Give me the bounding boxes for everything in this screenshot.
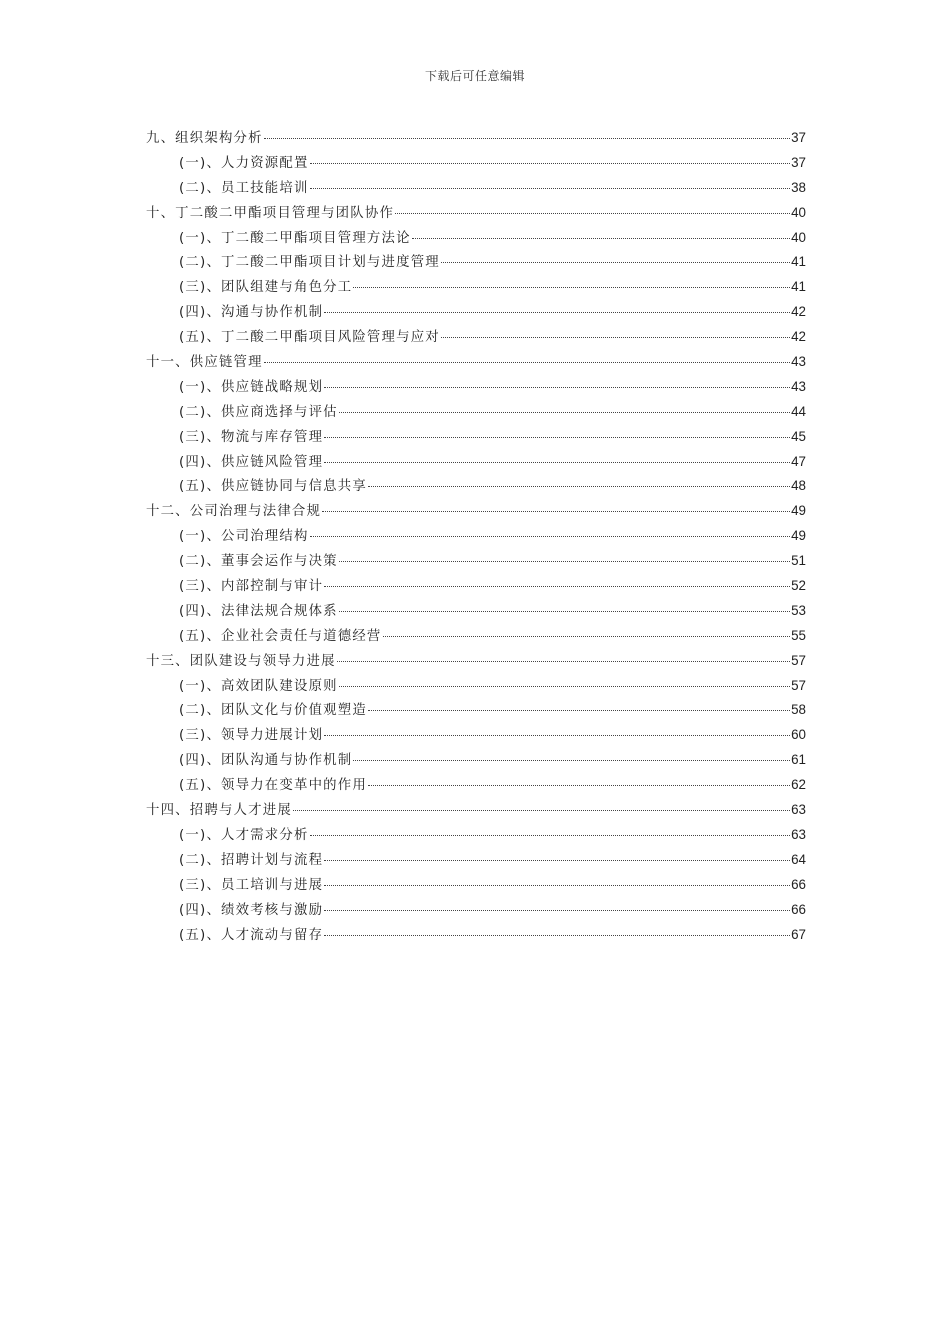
toc-page-number: 52 bbox=[791, 578, 806, 594]
toc-page-number: 62 bbox=[791, 777, 806, 793]
toc-page-number: 38 bbox=[791, 179, 806, 195]
toc-dot-leader bbox=[310, 834, 791, 836]
toc-dot-leader bbox=[324, 884, 790, 886]
toc-chapter-entry[interactable] bbox=[146, 501, 806, 526]
toc-dot-leader bbox=[383, 635, 791, 637]
toc-dot-leader bbox=[324, 386, 790, 388]
toc-page-number: 67 bbox=[791, 926, 806, 942]
toc-section-entry[interactable] bbox=[146, 900, 806, 925]
toc-page-number: 43 bbox=[791, 354, 806, 370]
toc-entry-title: 十四、招聘与人才进展 bbox=[146, 803, 292, 819]
toc-dot-leader bbox=[324, 734, 790, 736]
toc-dot-leader bbox=[353, 286, 790, 288]
toc-page-number: 66 bbox=[791, 901, 806, 917]
toc-entry-title: 九、组织架构分析 bbox=[146, 131, 263, 146]
toc-entry-title: (一)、公司治理结构 bbox=[179, 529, 309, 545]
toc-dot-leader bbox=[264, 137, 790, 139]
toc-dot-leader bbox=[339, 685, 790, 687]
toc-section-entry[interactable] bbox=[146, 626, 806, 651]
toc-dot-leader bbox=[412, 237, 790, 239]
toc-entry-title: (一)、高效团队建设原则 bbox=[179, 678, 338, 694]
toc-page-number: 41 bbox=[791, 279, 806, 295]
toc-dot-leader bbox=[339, 411, 790, 413]
toc-entry-title: (二)、丁二酸二甲酯项目计划与进度管理 bbox=[179, 255, 440, 271]
toc-section-entry[interactable] bbox=[146, 750, 806, 775]
toc-page-number: 63 bbox=[791, 826, 806, 842]
toc-page-number: 57 bbox=[791, 677, 806, 693]
toc-entry-title: (四)、沟通与协作机制 bbox=[179, 305, 324, 321]
toc-entry-title: (一)、人力资源配置 bbox=[179, 155, 309, 171]
toc-dot-leader bbox=[324, 585, 790, 587]
toc-section-entry[interactable] bbox=[146, 551, 806, 576]
toc-section-entry[interactable] bbox=[146, 476, 806, 501]
toc-dot-leader bbox=[324, 859, 790, 861]
toc-section-entry[interactable] bbox=[146, 327, 806, 352]
toc-page-number: 49 bbox=[791, 528, 806, 544]
toc-page-number: 58 bbox=[791, 702, 806, 718]
toc-entry-title: (五)、企业社会责任与道德经营 bbox=[179, 628, 382, 644]
toc-section-entry[interactable] bbox=[146, 452, 806, 477]
toc-page-number: 51 bbox=[791, 553, 806, 569]
toc-page-number: 45 bbox=[791, 428, 806, 444]
toc-page-number: 48 bbox=[791, 478, 806, 494]
toc-page-number: 64 bbox=[791, 851, 806, 867]
toc-chapter-entry[interactable] bbox=[146, 651, 806, 676]
toc-entry-title: (二)、供应商选择与评估 bbox=[179, 404, 338, 420]
toc-page-number: 55 bbox=[791, 627, 806, 643]
toc-chapter-entry[interactable] bbox=[146, 352, 806, 377]
toc-entry-title: 十一、供应链管理 bbox=[146, 355, 263, 371]
toc-entry-title: (三)、员工培训与进展 bbox=[179, 877, 324, 893]
toc-section-entry[interactable] bbox=[146, 576, 806, 601]
toc-section-entry[interactable] bbox=[146, 725, 806, 750]
toc-page-number: 44 bbox=[791, 403, 806, 419]
toc-dot-leader bbox=[324, 934, 790, 936]
toc-section-entry[interactable] bbox=[146, 850, 806, 875]
toc-section-entry[interactable] bbox=[146, 302, 806, 327]
toc-page-number: 41 bbox=[791, 254, 806, 270]
toc-dot-leader bbox=[395, 212, 790, 214]
toc-section-entry[interactable] bbox=[146, 402, 806, 427]
toc-dot-leader bbox=[324, 311, 790, 313]
toc-entry-title: (四)、法律法规合规体系 bbox=[179, 603, 338, 619]
toc-section-entry[interactable] bbox=[146, 601, 806, 626]
toc-entry-title: (三)、领导力进展计划 bbox=[179, 728, 324, 744]
toc-page-number: 42 bbox=[791, 329, 806, 345]
toc-section-entry[interactable] bbox=[146, 925, 806, 950]
toc-section-entry[interactable] bbox=[146, 153, 806, 178]
toc-entry-title: (二)、员工技能培训 bbox=[179, 180, 309, 196]
toc-page-number: 60 bbox=[791, 727, 806, 743]
toc-entry-title: (三)、物流与库存管理 bbox=[179, 429, 324, 445]
toc-page-number: 42 bbox=[791, 304, 806, 320]
toc-page-number: 63 bbox=[791, 802, 806, 818]
toc-entry-title: (二)、团队文化与价值观塑造 bbox=[179, 703, 367, 719]
toc-entry-title: (四)、绩效考核与激励 bbox=[179, 902, 324, 918]
toc-dot-leader bbox=[293, 809, 790, 811]
toc-section-entry[interactable] bbox=[146, 377, 806, 402]
table-of-contents bbox=[146, 128, 806, 949]
toc-page-number: 47 bbox=[791, 453, 806, 469]
toc-dot-leader bbox=[324, 909, 790, 911]
toc-page-number: 57 bbox=[791, 652, 806, 668]
toc-dot-leader bbox=[353, 759, 790, 761]
toc-entry-title: (四)、供应链风险管理 bbox=[179, 454, 324, 470]
toc-section-entry[interactable] bbox=[146, 228, 806, 253]
toc-dot-leader bbox=[322, 510, 790, 512]
toc-chapter-entry[interactable] bbox=[146, 128, 806, 153]
toc-dot-leader bbox=[310, 535, 791, 537]
toc-page-number: 43 bbox=[791, 378, 806, 394]
toc-entry-title: (三)、内部控制与审计 bbox=[179, 579, 324, 595]
toc-dot-leader bbox=[310, 162, 791, 164]
toc-entry-title: 十、丁二酸二甲酯项目管理与团队协作 bbox=[146, 205, 395, 221]
toc-entry-title: (一)、供应链战略规划 bbox=[179, 379, 324, 395]
toc-dot-leader bbox=[310, 187, 791, 189]
toc-entry-title: 十三、团队建设与领导力进展 bbox=[146, 653, 336, 669]
toc-entry-title: (一)、人才需求分析 bbox=[179, 827, 309, 843]
toc-entry-title: (四)、团队沟通与协作机制 bbox=[179, 753, 353, 769]
toc-page-number: 40 bbox=[791, 229, 806, 245]
toc-page-number: 40 bbox=[791, 204, 806, 220]
toc-dot-leader bbox=[324, 461, 790, 463]
toc-chapter-entry[interactable] bbox=[146, 203, 806, 228]
toc-entry-title: (五)、丁二酸二甲酯项目风险管理与应对 bbox=[179, 330, 440, 346]
toc-page-number: 53 bbox=[791, 602, 806, 618]
toc-section-entry[interactable] bbox=[146, 252, 806, 277]
toc-dot-leader bbox=[337, 660, 790, 662]
toc-page-number: 37 bbox=[791, 130, 806, 145]
toc-chapter-entry[interactable] bbox=[146, 800, 806, 825]
toc-section-entry[interactable] bbox=[146, 676, 806, 701]
toc-section-entry[interactable] bbox=[146, 526, 806, 551]
toc-page-number: 66 bbox=[791, 876, 806, 892]
toc-entry-title: 十二、公司治理与法律合规 bbox=[146, 504, 322, 520]
toc-entry-title: (一)、丁二酸二甲酯项目管理方法论 bbox=[179, 230, 411, 246]
toc-dot-leader bbox=[264, 361, 790, 363]
toc-dot-leader bbox=[441, 261, 790, 263]
toc-section-entry[interactable] bbox=[146, 427, 806, 452]
toc-page-number: 61 bbox=[791, 752, 806, 768]
toc-section-entry[interactable] bbox=[146, 775, 806, 800]
toc-entry-title: (五)、领导力在变革中的作用 bbox=[179, 778, 367, 794]
toc-page-number: 37 bbox=[791, 154, 806, 170]
toc-entry-title: (三)、团队组建与角色分工 bbox=[179, 280, 353, 296]
toc-section-entry[interactable] bbox=[146, 875, 806, 900]
toc-page-number: 49 bbox=[791, 503, 806, 519]
toc-dot-leader bbox=[368, 485, 790, 487]
toc-dot-leader bbox=[339, 610, 790, 612]
toc-dot-leader bbox=[339, 560, 790, 562]
toc-dot-leader bbox=[368, 784, 790, 786]
toc-entry-title: (五)、人才流动与留存 bbox=[179, 927, 324, 943]
toc-entry-title: (五)、供应链协同与信息共享 bbox=[179, 479, 367, 495]
toc-entry-title: (二)、董事会运作与决策 bbox=[179, 554, 338, 570]
toc-dot-leader bbox=[324, 436, 790, 438]
toc-dot-leader bbox=[441, 336, 790, 338]
toc-section-entry[interactable] bbox=[146, 178, 806, 203]
toc-dot-leader bbox=[368, 709, 790, 711]
toc-section-entry[interactable] bbox=[146, 277, 806, 302]
toc-section-entry[interactable] bbox=[146, 825, 806, 850]
toc-entry-title: (二)、招聘计划与流程 bbox=[179, 852, 324, 868]
page-header: 下载后可任意编辑 bbox=[424, 69, 525, 83]
toc-section-entry[interactable] bbox=[146, 700, 806, 725]
